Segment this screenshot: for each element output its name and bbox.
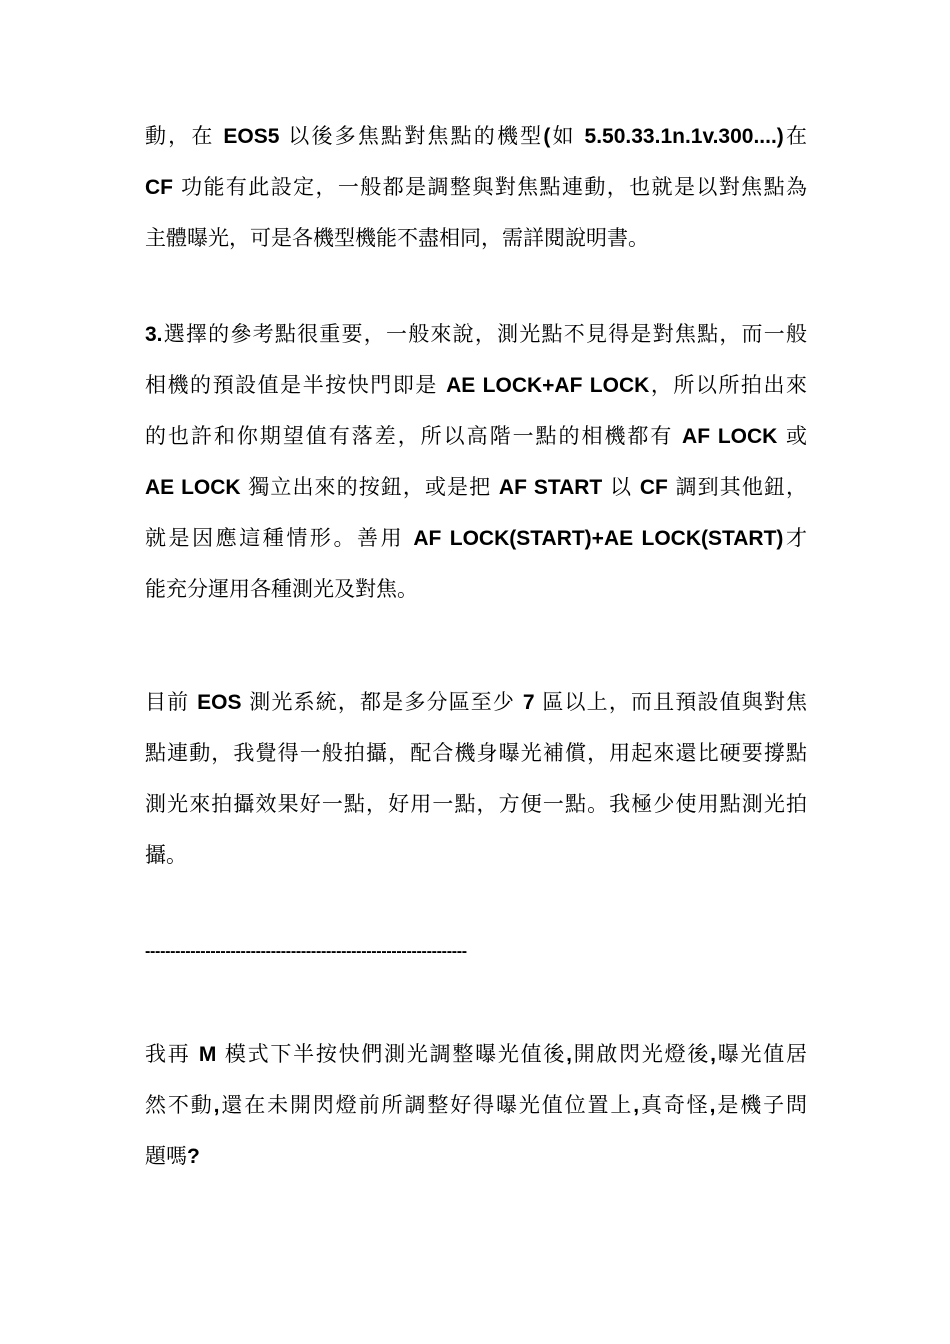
text-line <box>145 411 807 462</box>
bold-text-run: ? <box>187 1145 200 1168</box>
text-run: 功能有此設定，一般都是調整與對焦點連動，也就是以對焦點為 <box>173 175 807 199</box>
text-run: 目前 <box>145 690 198 714</box>
bold-text-run: CF <box>145 176 173 199</box>
bold-text-run: AF START <box>498 476 603 499</box>
text-line <box>145 462 807 513</box>
text-run: 曝光值居 <box>716 1042 807 1066</box>
text-line <box>145 728 807 779</box>
bold-text-run: M <box>198 1043 217 1066</box>
text-line <box>145 779 807 830</box>
bold-text-run: AF LOCK(START)+AE LOCK(START) <box>413 527 784 550</box>
bold-text-run: AF LOCK <box>682 425 778 448</box>
text-run: 或 <box>777 424 807 448</box>
text-line <box>145 1029 807 1080</box>
bold-text-run: , <box>633 1094 640 1117</box>
text-run: 的也許和你期望值有落差，所以高階一點的相機都有 <box>145 424 683 448</box>
text-line <box>145 1131 807 1182</box>
paragraph-reference-point <box>145 309 807 615</box>
dashed-divider: ---------------------------------------------------------------- <box>145 943 467 960</box>
bold-text-run: EOS5 <box>223 125 280 148</box>
text-run: 我再 <box>145 1042 199 1066</box>
text-run: 區以上，而且預設值與對焦 <box>534 690 807 714</box>
text-run: 才 <box>783 526 807 550</box>
text-run: 攝。 <box>145 843 187 867</box>
bold-text-run: 5.50.33.1n.1v.300....) <box>584 125 784 148</box>
text-line <box>145 677 807 728</box>
bold-text-run: , <box>213 1094 220 1117</box>
text-run: 開啟閃光燈後 <box>571 1042 711 1066</box>
text-run: 就是因應這種情形。善用 <box>145 526 414 550</box>
text-run: ，所以所拍出來 <box>649 373 807 397</box>
text-run: 能充分運用各種測光及對焦。 <box>145 577 418 601</box>
text-run: 然不動 <box>145 1093 214 1117</box>
text-run: 獨立出來的按鈕，或是把 <box>240 475 499 499</box>
text-line <box>145 111 807 162</box>
text-run: 如 <box>550 124 585 148</box>
text-line <box>145 213 807 264</box>
text-run: 相機的預設值是半按快門即是 <box>145 373 447 397</box>
text-run: 動，在 <box>145 124 224 148</box>
text-run: 主體曝光，可是各機型機能不盡相同，需詳閱說明書。 <box>145 226 649 250</box>
text-run: 題嗎 <box>145 1144 187 1168</box>
bold-text-run: EOS <box>197 691 242 714</box>
bold-text-run: AE LOCK <box>145 476 241 499</box>
bold-text-run: ( <box>543 125 551 148</box>
text-line <box>145 1080 807 1131</box>
paragraph-af-linked-metering <box>145 111 807 264</box>
bold-text-run: CF <box>639 476 668 499</box>
text-run: 測光系統，都是多分區至少 <box>241 690 523 714</box>
text-run: 以 <box>602 475 640 499</box>
text-run: 真奇怪 <box>639 1093 710 1117</box>
bold-text-run: , <box>709 1094 716 1117</box>
text-line <box>145 309 807 360</box>
text-line <box>145 830 807 881</box>
text-run: 是機子問 <box>715 1093 807 1117</box>
text-line <box>145 513 807 564</box>
paragraph-eos-metering-system <box>145 677 807 881</box>
paragraph-question-m-mode <box>145 1029 807 1182</box>
text-run: 還在未開閃燈前所調整好得曝光值位置上 <box>219 1093 634 1117</box>
text-run: 調到其他鈕， <box>667 475 807 499</box>
bold-text-run: 3. <box>145 323 163 346</box>
text-run: 以後多焦點對焦點的機型 <box>279 124 544 148</box>
text-line <box>145 162 807 213</box>
text-run: 點連動，我覺得一般拍攝，配合機身曝光補償，用起來還比硬要撐點 <box>145 741 807 765</box>
text-line <box>145 360 807 411</box>
text-run: 測光來拍攝效果好一點，好用一點，方便一點。我極少使用點測光拍 <box>145 792 807 816</box>
text-run: 在 <box>783 124 807 148</box>
bold-text-run: , <box>710 1043 716 1066</box>
bold-text-run: 7 <box>522 691 535 714</box>
bold-text-run: , <box>566 1043 572 1066</box>
text-run: 選擇的參考點很重要，一般來說，測光點不見得是對焦點，而一般 <box>162 322 807 346</box>
text-run: 模式下半按快們測光調整曝光值後 <box>216 1042 567 1066</box>
text-line <box>145 564 807 615</box>
bold-text-run: AE LOCK+AF LOCK <box>446 374 650 397</box>
